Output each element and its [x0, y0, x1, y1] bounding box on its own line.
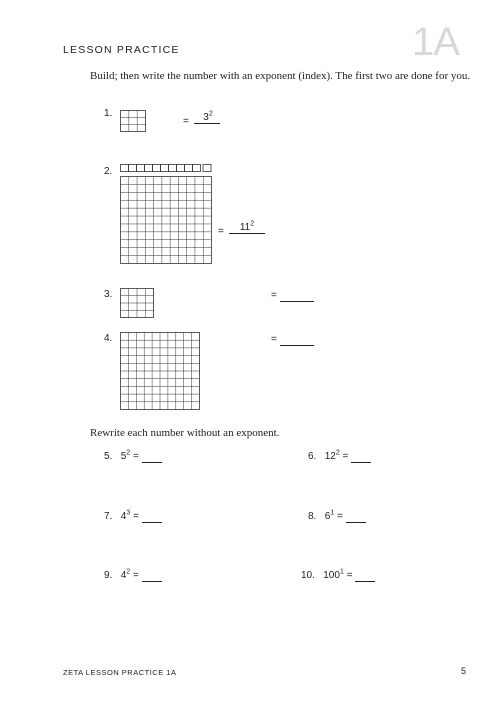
strip-cell: [169, 165, 177, 172]
problem-10-equals: =: [346, 570, 353, 581]
strip-cell: [137, 165, 145, 172]
strip-cell: [129, 165, 137, 172]
problem-2-base: 11: [239, 222, 251, 233]
grid-border: [121, 177, 212, 264]
problem-5-base: 5: [120, 451, 127, 462]
section1-instruction: Build; then write the number with an exponent (index). The first two are done for you.: [90, 70, 471, 82]
strip-cell-extra: [203, 165, 211, 172]
problem-1-number: 1.: [104, 108, 113, 119]
problem-7-exp: 3: [126, 509, 131, 517]
problem-6: [308, 451, 371, 463]
problem-4-blank: [280, 334, 314, 346]
problem-7-blank: [142, 511, 162, 523]
problem-6-blank: [351, 451, 371, 463]
problem-8: [308, 511, 366, 523]
problem-6-base: 12: [324, 451, 336, 462]
problem-5: [104, 451, 162, 463]
problem-3-number: 3.: [104, 289, 113, 300]
strip-cell: [193, 165, 201, 172]
problem-8-equals: =: [336, 511, 343, 522]
page-number: 5: [461, 666, 467, 676]
problem-9-number: 9.: [104, 570, 113, 581]
problem-1-base: 3: [203, 112, 209, 123]
grid-10x10: [120, 332, 200, 410]
grid-border: [121, 111, 146, 132]
problem-5-exp: 2: [126, 449, 131, 457]
problem-9-exp: 2: [126, 568, 131, 576]
problem-1-exp: 2: [208, 110, 213, 118]
strip-cell: [177, 165, 185, 172]
problem-2-exp: 2: [250, 220, 255, 228]
problem-8-blank: [346, 511, 366, 523]
problem-5-blank: [142, 451, 162, 463]
problem-2-number: 2.: [104, 166, 113, 177]
problem-3-equals: =: [271, 290, 277, 301]
problem-2-equals: =: [218, 226, 224, 237]
strip-cell: [153, 165, 161, 172]
problem-5-equals: =: [132, 451, 139, 462]
problem-4-number: 4.: [104, 333, 113, 344]
problem-7-base: 4: [120, 511, 127, 522]
problem-1-answer: [194, 112, 220, 124]
problem-10-base: 100: [323, 570, 340, 581]
strip-cell: [145, 165, 153, 172]
problem-8-base: 6: [324, 511, 331, 522]
grid-strip-top: [120, 164, 212, 176]
problem-10-number: 10.: [301, 570, 315, 581]
problem-10: [301, 570, 375, 582]
problem-2-answer: [229, 222, 265, 234]
problem-8-exp: 1: [330, 509, 335, 517]
problem-1-equals: =: [183, 116, 189, 127]
problem-10-blank: [355, 570, 375, 582]
problem-4-answer: [271, 334, 314, 346]
problem-7-equals: =: [132, 511, 139, 522]
problem-7: [104, 511, 162, 523]
problem-6-number: 6.: [308, 451, 317, 462]
footer-left: ZETA LESSON PRACTICE 1A: [63, 668, 177, 677]
problem-10-exp: 1: [339, 568, 344, 576]
section2-instruction: Rewrite each number without an exponent.: [90, 427, 280, 439]
problem-9-base: 4: [120, 570, 127, 581]
problem-7-number: 7.: [104, 511, 113, 522]
problem-8-number: 8.: [308, 511, 317, 522]
problem-6-exp: 2: [335, 449, 340, 457]
problem-4-equals: =: [271, 334, 277, 345]
strip-cell: [161, 165, 169, 172]
problem-5-number: 5.: [104, 451, 113, 462]
problem-9-blank: [142, 570, 162, 582]
problem-9: [104, 570, 162, 582]
problem-3-blank: [280, 290, 314, 302]
problem-3-answer: [271, 290, 314, 302]
strip-cell: [121, 165, 129, 172]
grid-4x4: [120, 288, 154, 318]
lesson-id: 1A: [412, 20, 459, 64]
problem-9-equals: =: [132, 570, 139, 581]
grid-11x11: [120, 176, 212, 264]
grid-3x3: [120, 110, 146, 132]
page-header-title: LESSON PRACTICE: [63, 44, 180, 56]
problem-6-equals: =: [342, 451, 349, 462]
strip-cell: [185, 165, 193, 172]
